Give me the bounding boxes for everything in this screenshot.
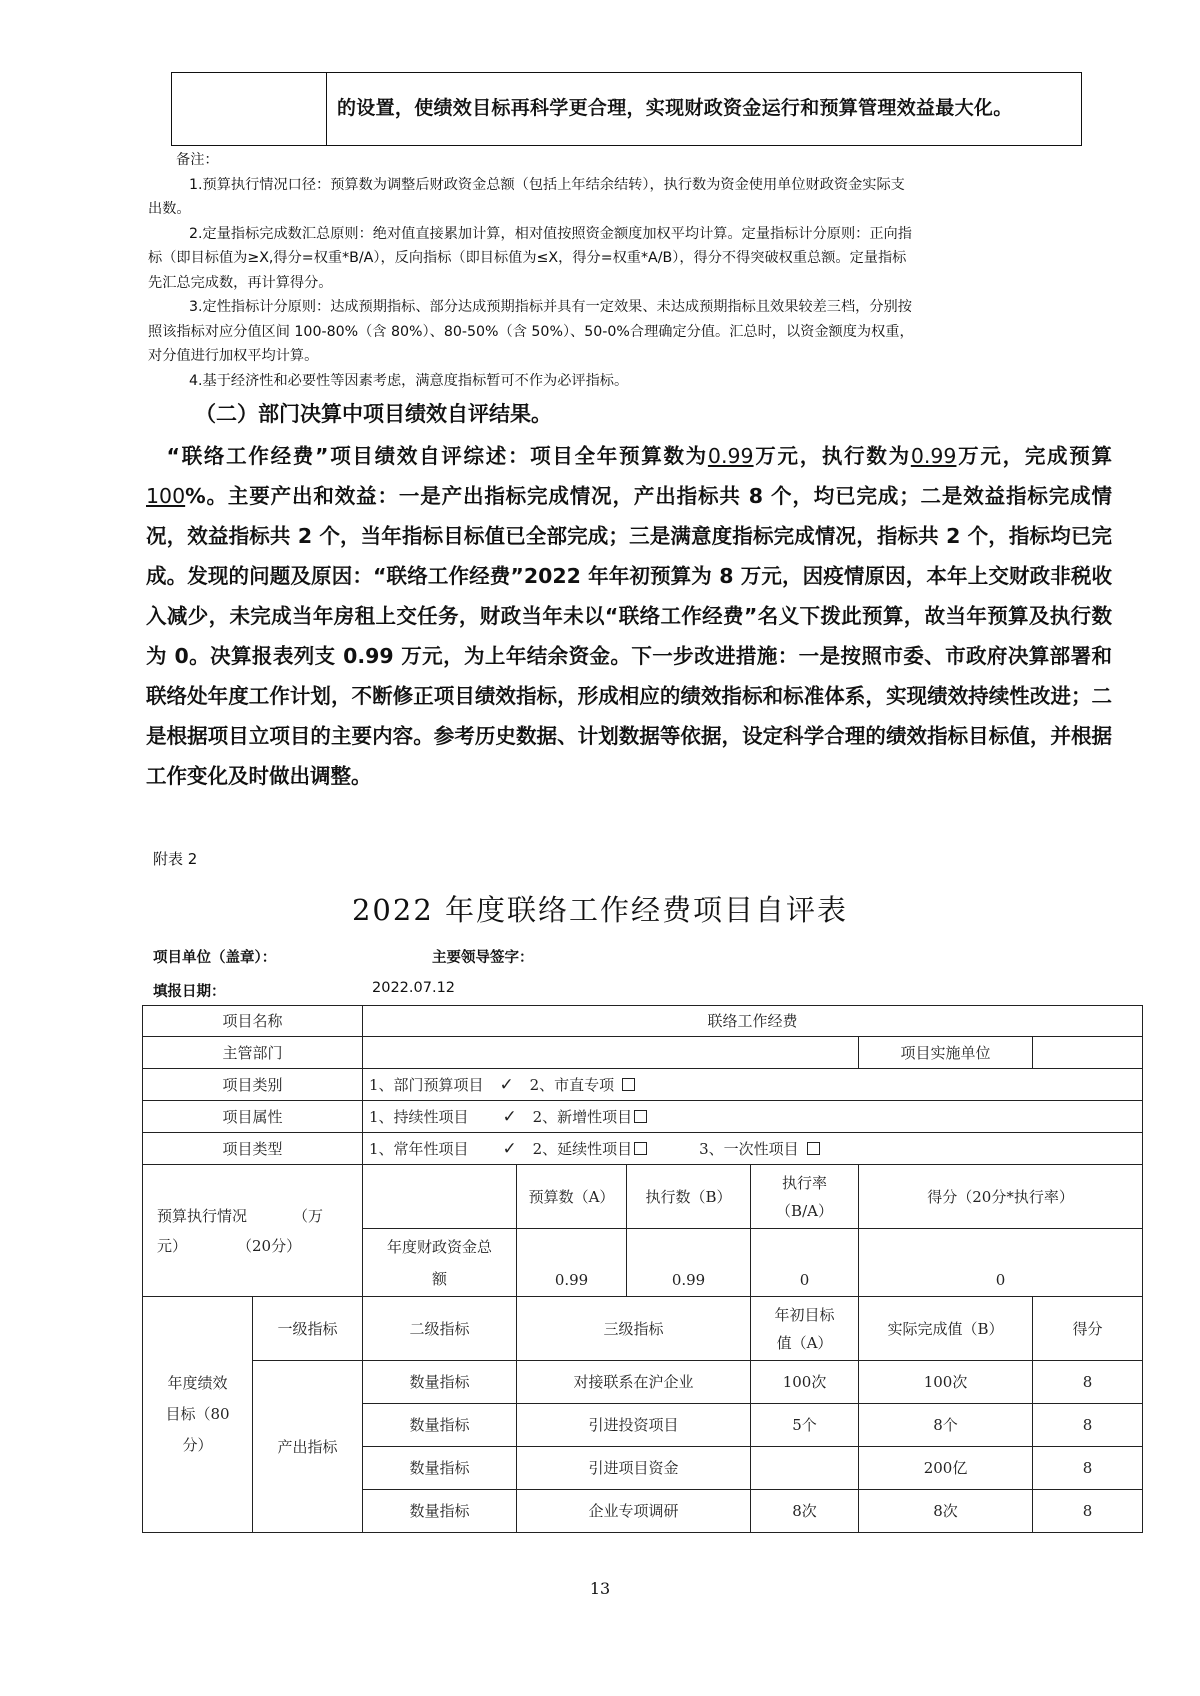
note-3a: 3.定性指标计分原则：达成预期指标、部分达成预期指标并具有一定效果、未达成预期指标且效果较差三档，分别按: [189, 299, 912, 315]
check-icon: ✓: [502, 1106, 517, 1127]
row-actual: 200亿: [859, 1447, 1033, 1490]
check-icon: ✓: [502, 1138, 517, 1159]
impl-unit-label: 项目实施单位: [859, 1037, 1033, 1069]
target-header-a: 年初目标: [774, 1305, 835, 1324]
col-score-header: 得分（20分*执行率）: [859, 1165, 1143, 1229]
blank-header-cell: [363, 1165, 517, 1229]
date-value: 2022.07.12: [372, 980, 456, 996]
goal-label-b: 目标（80: [165, 1405, 230, 1423]
row-actual: 8次: [859, 1490, 1033, 1533]
row-level2: 数量指标: [363, 1490, 517, 1533]
row-target: 100次: [751, 1361, 859, 1404]
fund-label: [363, 1229, 517, 1297]
checkbox-icon: [807, 1142, 820, 1155]
note-3b: 照该指标对应分值区间 100-80%（含 80%）、80-50%（含 50%）、50-0%合理确定分值。汇总时，以资金额度为权重，: [148, 323, 914, 340]
rate-value: 100: [146, 484, 186, 508]
note-1a: 1.预算执行情况口径：预算数为调整后财政资金总额（包括上年结余结转），执行数为资金使用单位财政资金实际支: [189, 176, 905, 193]
para-part-3: 万元，完成预算: [956, 444, 1112, 468]
dept-label: 主管部门: [143, 1037, 363, 1069]
col-exec-header: 执行数（B）: [627, 1165, 751, 1229]
note-2b: 标（即目标值为≥X,得分=权重*B/A），反向指标（即目标值为≤X，得分=权重*A/B），得分不得突破权重总额。定量指标: [148, 250, 907, 266]
row-level2: 数量指标: [363, 1404, 517, 1447]
attribute-opt2: 2、新增性项目: [532, 1107, 633, 1126]
project-name-label: 项目名称: [143, 1006, 363, 1037]
executed-value: 0.99: [910, 444, 957, 468]
level2-header: 二级指标: [363, 1297, 517, 1361]
page-number: 13: [589, 1579, 611, 1598]
target-header-b: 值（A）: [776, 1333, 833, 1352]
check-icon: ✓: [499, 1074, 514, 1095]
note-4: 4.基于经济性和必要性等因素考虑，满意度指标暂可不作为必评指标。: [189, 372, 629, 389]
row-level2: 数量指标: [363, 1447, 517, 1490]
para-part-2: 万元，执行数为: [753, 444, 911, 468]
row-level2: 数量指标: [363, 1361, 517, 1404]
form-title: 2022 年度联络工作经费项目自评表: [351, 893, 849, 927]
category-options: [363, 1069, 1143, 1101]
fund-label-b: 额: [432, 1269, 448, 1288]
goal-label-c: 分）: [182, 1436, 213, 1454]
note-1b: 出数。: [148, 201, 191, 217]
continuation-text: 的设置，使绩效目标再科学更合理，实现财政资金运行和预算管理效益最大化。: [337, 97, 1013, 119]
category-label: 项目类别: [143, 1069, 363, 1101]
category-opt2: 2、市直专项: [529, 1075, 615, 1094]
type-opt2: 2、延续性项目: [532, 1139, 633, 1158]
budget-exec-label-c: 元）: [157, 1236, 188, 1255]
output-label: 产出指标: [253, 1361, 363, 1533]
type-opt1: 1、常年性项目: [369, 1139, 469, 1158]
leader-label: 主要领导签字：: [432, 949, 534, 966]
row-actual: 8个: [859, 1404, 1033, 1447]
annex-label: 附表 2: [153, 850, 198, 868]
attribute-label: 项目属性: [143, 1101, 363, 1133]
category-opt1: 1、部门预算项目: [369, 1075, 484, 1094]
col-rate-a: 执行率: [782, 1173, 828, 1192]
project-name-value: 联络工作经费: [363, 1006, 1143, 1037]
date-label: 填报日期：: [153, 983, 226, 1000]
impl-unit-value: [1033, 1037, 1143, 1069]
checkbox-icon: [634, 1142, 647, 1155]
para-part-1: “联络工作经费”项目绩效自评综述：项目全年预算数为: [166, 444, 708, 468]
goal-label: [143, 1297, 253, 1533]
budget-exec-label-b: （万: [293, 1206, 324, 1225]
note-2c: 先汇总完成数，再计算得分。: [148, 274, 333, 291]
attribute-opt1: 1、持续性项目: [369, 1107, 469, 1126]
notes-label: 备注：: [176, 152, 219, 168]
row-level3: 引进项目资金: [517, 1447, 751, 1490]
fund-budget: 0.99: [517, 1229, 627, 1297]
dept-value: [363, 1037, 859, 1069]
notes-block: [148, 148, 1110, 393]
type-opt3: 3、一次性项目: [699, 1139, 799, 1158]
row-level3: 引进投资项目: [517, 1404, 751, 1447]
budget-value: 0.99: [707, 444, 754, 468]
row-actual: 100次: [859, 1361, 1033, 1404]
row-score: 8: [1033, 1404, 1143, 1447]
budget-exec-label-a: 预算执行情况: [157, 1206, 248, 1225]
section-heading: （二）部门决算中项目绩效自评结果。: [195, 402, 552, 426]
row-target: 5个: [751, 1404, 859, 1447]
note-2a: 2.定量指标完成数汇总原则：绝对值直接累加计算，相对值按照资金额度加权平均计算。定量指标计分原则：正向指: [189, 225, 912, 242]
attribute-options: [363, 1101, 1143, 1133]
fund-score: 0: [859, 1229, 1143, 1297]
goal-label-a: 年度绩效: [167, 1374, 228, 1392]
checkbox-icon: [634, 1110, 647, 1123]
checkbox-icon: [622, 1078, 635, 1091]
row-score: 8: [1033, 1447, 1143, 1490]
fund-rate: 0: [751, 1229, 859, 1297]
summary-paragraph: [146, 436, 1112, 796]
level1-header: 一级指标: [253, 1297, 363, 1361]
actual-header: 实际完成值（B）: [859, 1297, 1033, 1361]
evaluation-table: [142, 1005, 1143, 1533]
budget-exec-label-d: （20分）: [237, 1236, 302, 1255]
col-rate-header: [751, 1165, 859, 1229]
score-header: 得分: [1033, 1297, 1143, 1361]
row-level3: 对接联系在沪企业: [517, 1361, 751, 1404]
row-score: 8: [1033, 1490, 1143, 1533]
row-target: [751, 1447, 859, 1490]
row-score: 8: [1033, 1361, 1143, 1404]
fund-label-a: 年度财政资金总: [387, 1237, 493, 1256]
unit-label: 项目单位（盖章）：: [153, 949, 277, 966]
budget-exec-label: [143, 1165, 363, 1297]
fund-exec: 0.99: [627, 1229, 751, 1297]
table-row: [143, 1361, 1143, 1404]
type-label: 项目类型: [143, 1133, 363, 1165]
continuation-table: [171, 72, 1082, 146]
note-3c: 对分值进行加权平均计算。: [148, 348, 319, 364]
row-level3: 企业专项调研: [517, 1490, 751, 1533]
level3-header: 三级指标: [517, 1297, 751, 1361]
col-rate-b: （B/A）: [776, 1201, 833, 1220]
type-options: [363, 1133, 1143, 1165]
target-header: [751, 1297, 859, 1361]
col-budget-header: 预算数（A）: [517, 1165, 627, 1229]
continuation-empty-cell: [172, 73, 327, 145]
para-part-4: %。主要产出和效益：一是产出指标完成情况，产出指标共 8 个，均已完成；二是效益指标完成情况，效益指标共 2 个，当年指标目标值已全部完成；三是满意度指标完成情况，指标共 2 个，指标均已完成。发现的问题及原因：“联络工作经费”2022 年年初预算为 8 万元，因疫情原因，本年上交财政非税收入减少，未完成当年房租上交任务，财政当年未以“联络工作经费”名义下拨此预算，故当年预算及执行数为 0。决算报表列支 0.99 万元，为上年结余资金。下一步改进措施：一是按照市委、市政府决算部署和联络处年度工作计划，不断修正项目绩效指标，形成相应的绩效指标和标准体系，实现绩效持续性改进；二是根据项目立项目的主要内容。参考历史数据、计划数据等依据，设定科学合理的绩效指标目标值，并根据工作变化及时做出调整。: [146, 484, 1112, 788]
row-target: 8次: [751, 1490, 859, 1533]
